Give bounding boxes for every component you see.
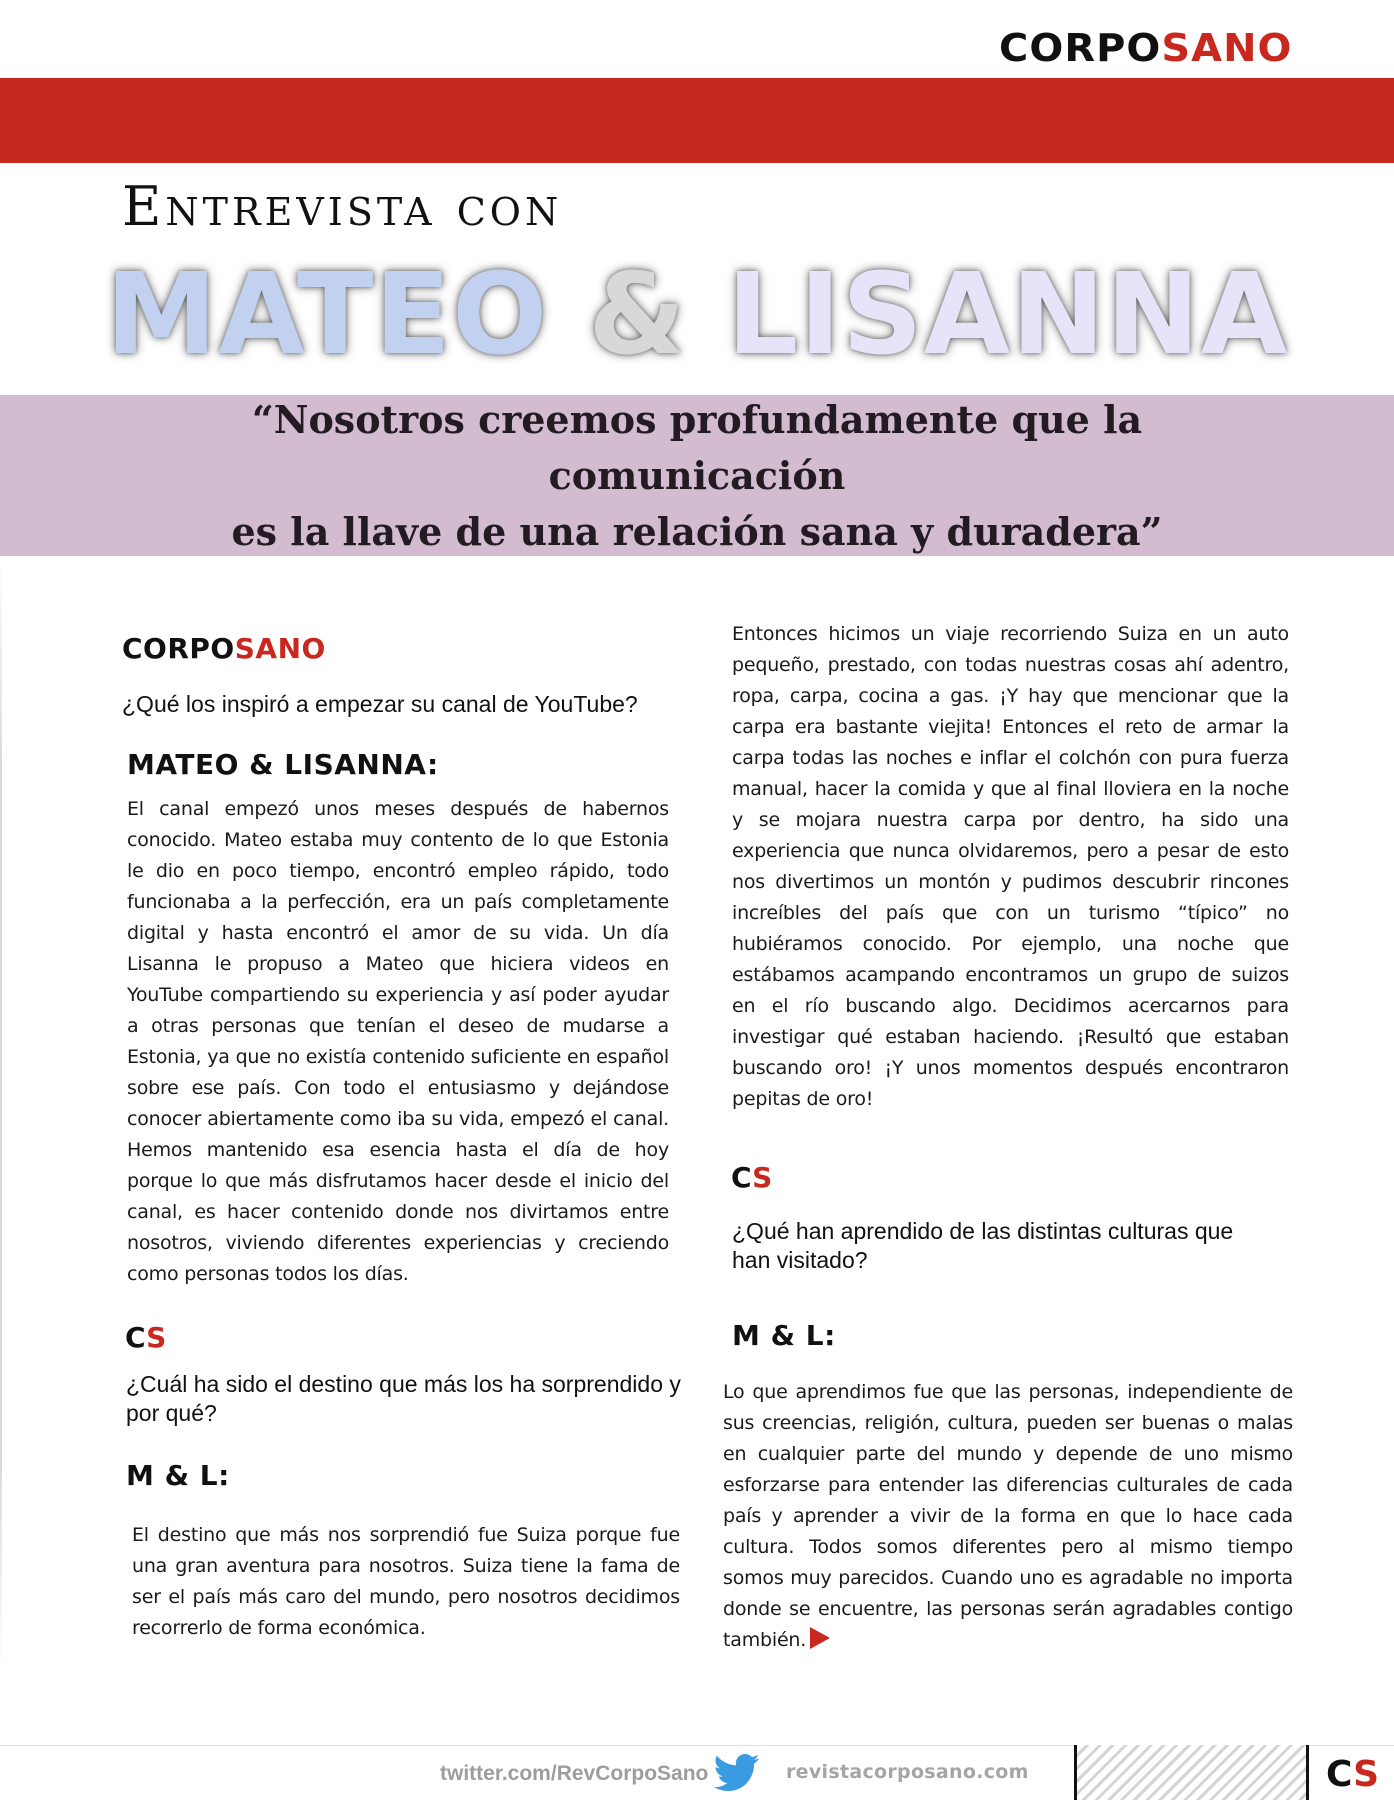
headline-ampersand: & bbox=[588, 250, 687, 380]
masthead-brand-part2: SANO bbox=[1160, 26, 1292, 70]
answer-2-label: M & L: bbox=[126, 1459, 230, 1492]
end-of-article-triangle-icon bbox=[810, 1627, 830, 1649]
interviewer-brand-label bbox=[122, 632, 326, 665]
twitter-bird-icon bbox=[714, 1753, 760, 1793]
headline-name-lisanna: LISANNA bbox=[726, 250, 1289, 380]
headline-name-mateo: MATEO bbox=[105, 250, 549, 380]
pull-quote bbox=[137, 392, 1257, 560]
page-footer bbox=[0, 1745, 1394, 1800]
header-red-band bbox=[0, 78, 1394, 163]
footer-cs-s: S bbox=[1353, 1754, 1380, 1795]
answer-3-text: Lo que aprendimos fue que las personas, independiente de sus creencias, religión, cultura, pueden ser buenas o malas en cualquier parte del mundo y depende de uno mismo esforzarse para entender las diferencias culturales de cada país y aprender a vivir de la forma en que lo hace cada cultura. Todos somos diferentes pero al mismo tiempo somos muy parecidos. Cuando uno es agradable no importa donde se encuentre, las personas serán agradables contigo también. bbox=[723, 1381, 1293, 1651]
cs-mark-s: S bbox=[146, 1321, 167, 1354]
interviewer-cs-mark bbox=[125, 1322, 166, 1354]
answer-1-text: El canal empezó unos meses después de habernos conocido. Mateo estaba muy contento de lo que Estonia le dio en poco tiempo, encontró empleo rápido, todo funcionaba a la perfección, era un país completamente digital y hasta encontró el amor de su vida. Un día Lisanna le propuso a Mateo que hiciera videos en YouTube compartiendo su experiencia y así poder ayudar a otras personas que tenían el deseo de mudarse a Estonia, ya que no existía contenido suficiente en español sobre ese país. Con todo el entusiasmo y dejándose conocer abiertamente como iba su vida, empezó el canal. Hemos mantenido esa esencia hasta el día de hoy porque lo que más disfrutamos hacer desde el inicio del canal, es hacer contenido donde nos divirtamos entre nosotros, viviendo diferentes experiencias y creciendo como personas todos los días. bbox=[127, 798, 669, 1285]
question-1: ¿Qué los inspiró a empezar su canal de YouTube? bbox=[122, 691, 638, 717]
footer-cs-logo bbox=[1326, 1755, 1379, 1795]
answer-2-text: El destino que más nos sorprendió fue Suiza porque fue una gran aventura para nosotros. Suiza tiene la fama de ser el país más caro del mundo, pero nosotros decidimos recorrerlo de forma económica. bbox=[132, 1524, 680, 1639]
question-2: ¿Cuál ha sido el destino que más los ha sorprendido y por qué? bbox=[126, 1371, 681, 1426]
interviewer-brand-part1: CORPO bbox=[122, 632, 235, 665]
pull-quote-line2: es la llave de una relación sana y duradera” bbox=[231, 508, 1163, 554]
footer-stripe-pattern bbox=[1077, 1745, 1306, 1800]
footer-cs-c: C bbox=[1326, 1754, 1354, 1795]
article-kicker: Entrevista con bbox=[122, 175, 563, 238]
cs-mark-2-c: C bbox=[731, 1161, 753, 1194]
cs-mark-2-s: S bbox=[752, 1161, 773, 1194]
masthead-logo bbox=[999, 26, 1292, 70]
question-3: ¿Qué han aprendido de las distintas culturas que han visitado? bbox=[732, 1218, 1234, 1273]
footer-twitter-handle[interactable]: twitter.com/RevCorpoSano bbox=[440, 1762, 709, 1785]
article-headline bbox=[0, 250, 1394, 380]
pull-quote-line1: “Nosotros creemos profundamente que la comunicación bbox=[251, 396, 1143, 498]
answer-3-block bbox=[723, 1377, 1293, 1656]
masthead-brand-part1: CORPO bbox=[998, 26, 1161, 70]
pull-quote-band bbox=[0, 395, 1394, 556]
answer-1-label: MATEO & LISANNA: bbox=[127, 748, 439, 781]
answer-2-text-continued: Entonces hicimos un viaje recorriendo Suiza en un auto pequeño, prestado, con todas nuestras cosas ahí adentro, ropa, carpa, cocina a gas. ¡Y hay que mencionar que la carpa era bastante viejita! Entonces el reto de armar la carpa todas las noches e inflar el colchón con pura fuerza manual, hacer la comida y que al final lloviera en la noche y se mojara nuestra carpa por dentro, ha sido una experiencia que nunca olvidaremos, pero a pesar de esto nos divertimos un montón y pudimos descubrir rincones increíbles del país que con un turismo “típico” no hubiéramos conocido. Por ejemplo, una noche que estábamos acampando encontramos un grupo de suizos en el río buscando algo. Decidimos acercarnos para investigar qué estaban haciendo. ¡Resultó que estaban buscando oro! ¡Y unos momentos después encontraron pepitas de oro! bbox=[732, 623, 1289, 1110]
page-edge-shadow bbox=[0, 556, 2, 1671]
interviewer-brand-part2: SANO bbox=[234, 632, 326, 665]
interviewer-cs-mark-2 bbox=[731, 1162, 772, 1194]
answer-3-label: M & L: bbox=[732, 1319, 836, 1352]
footer-website[interactable]: revistacorposano.com bbox=[786, 1761, 1029, 1783]
cs-mark-c: C bbox=[125, 1321, 147, 1354]
footer-separator-right bbox=[1306, 1745, 1309, 1800]
